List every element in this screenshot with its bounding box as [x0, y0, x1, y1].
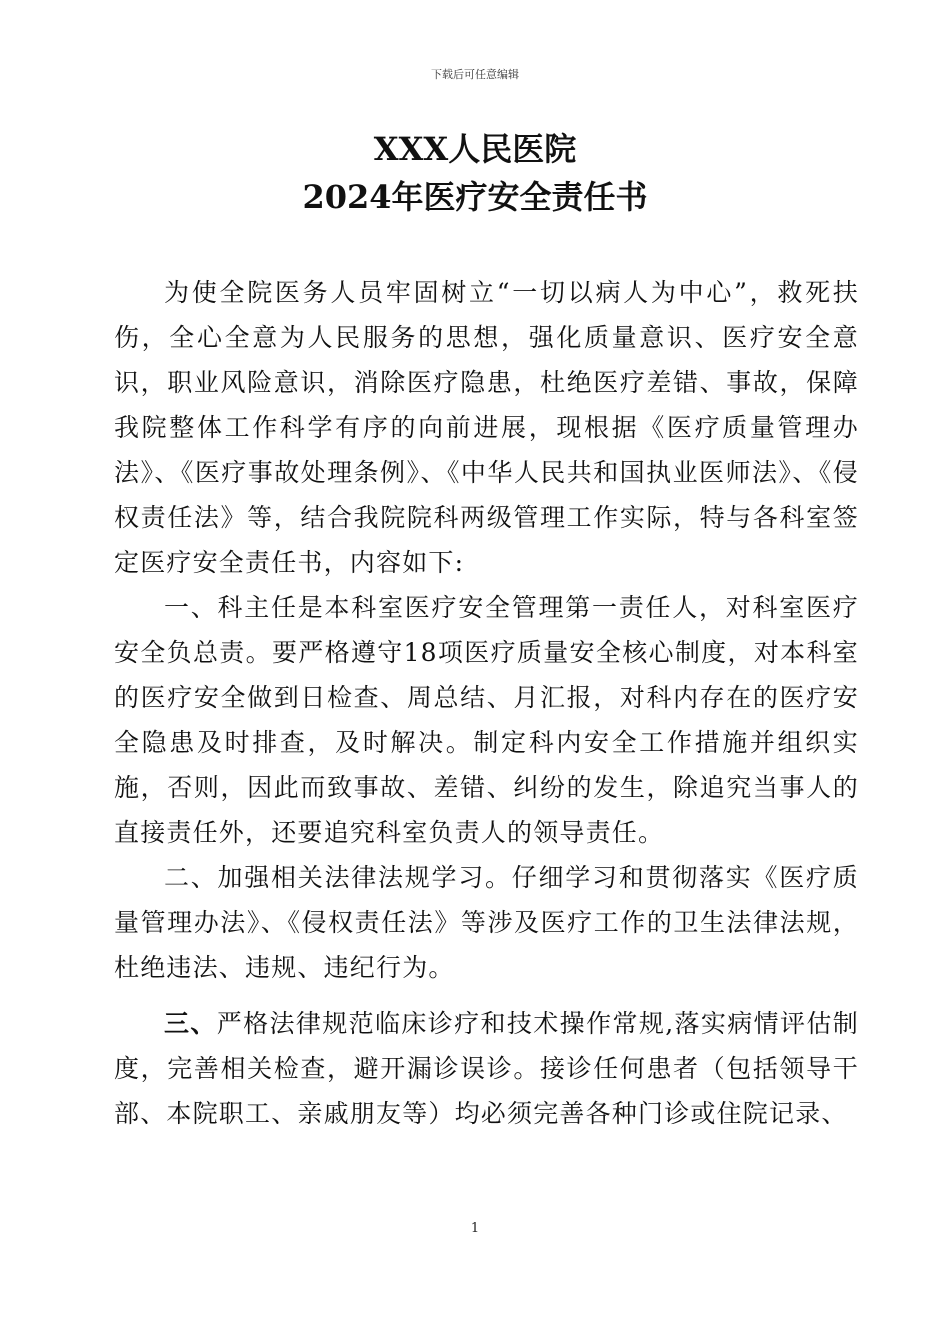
paragraph-item-3: [114, 1001, 859, 1136]
paragraph-text: 一、科主任是本科室医疗安全管理第一责任人，对科室医疗安全负总责。要严格遵守18项医疗质量安全核心制度，对本科室的医疗安全做到日检查、周总结、月汇报，对科内存在的医疗安全隐患及时排查，及时解决。制定科内安全工作措施并组织实施，否则，因此而致事故、差错、纠纷的发生，除追究当事人的直接责任外，还要追究科室负责人的领导责任。: [114, 593, 859, 847]
paragraph-lead: 三、: [164, 1009, 217, 1038]
document-body: [114, 270, 859, 1136]
paragraph-item-1: [114, 585, 859, 855]
paragraph-text: 严格法律规范临床诊疗和技术操作常规,落实病情评估制度，完善相关检查，避开漏诊误诊。接诊任何患者（包括领导干部、本院职工、亲戚朋友等）均必须完善各种门诊或住院记录、: [114, 1009, 859, 1128]
document-title-line1: XXX人民医院: [373, 130, 577, 168]
paragraph-text: 二、加强相关法律法规学习。仔细学习和贯彻落实《医疗质量管理办法》、《侵权责任法》等涉及医疗工作的卫生法律法规，杜绝违法、违规、违纪行为。: [114, 863, 859, 982]
paragraph-text: 为使全院医务人员牢固树立“一切以病人为中心”，救死扶伤，全心全意为人民服务的思想，强化质量意识、医疗安全意识，职业风险意识，消除医疗隐患，杜绝医疗差错、事故，保障我院整体工作科学有序的向前进展，现根据《医疗质量管理办法》、《医疗事故处理条例》、《中华人民共和国执业医师法》、《侵权责任法》等，结合我院院科两级管理工作实际，特与各科室签定医疗安全责任书，内容如下:: [114, 278, 859, 577]
page-number: 1: [470, 1221, 480, 1236]
paragraph-intro: [114, 270, 859, 585]
paragraph-item-2: [114, 855, 859, 990]
document-title-line2: 2024年医疗安全责任书: [302, 178, 648, 216]
page-header-note: 下载后可任意编辑: [431, 68, 519, 81]
